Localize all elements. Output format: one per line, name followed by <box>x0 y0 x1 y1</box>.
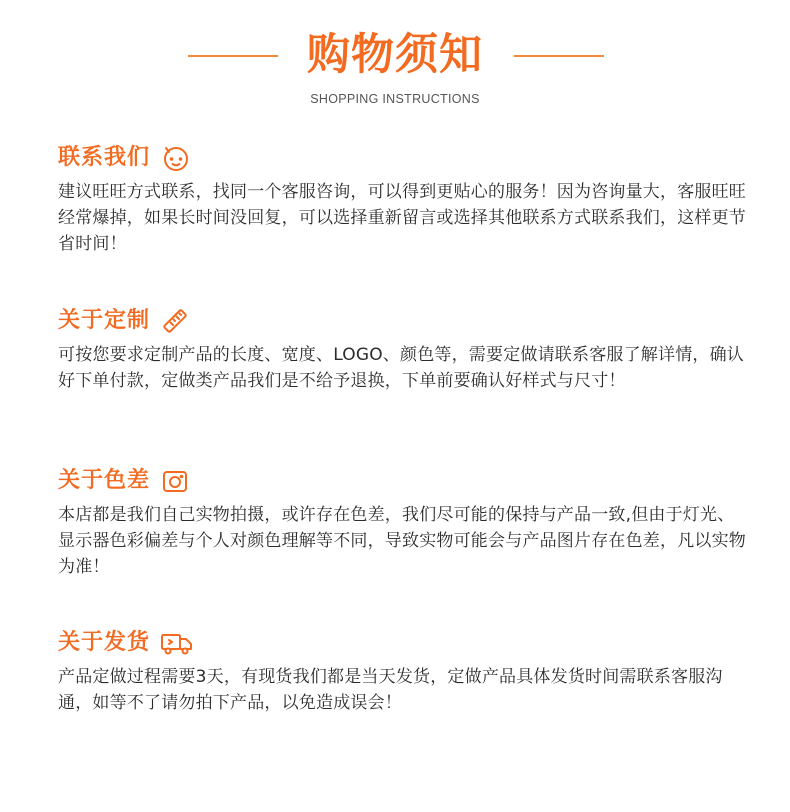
section-body: 建议旺旺方式联系，找同一个客服咨询，可以得到更贴心的服务！因为咨询量大，客服旺旺经常爆掉，如果长时间没回复，可以选择重新留言或选择其他联系方式联系我们，这样更节省时间！ <box>58 182 746 254</box>
section-customization <box>58 304 748 394</box>
page-subtitle: SHOPPING INSTRUCTIONS <box>310 92 480 106</box>
title-divider-right <box>514 55 604 57</box>
delivery-truck-icon <box>160 628 194 658</box>
section-color-difference <box>58 464 748 580</box>
section-title: 联系我们 <box>58 145 151 170</box>
section-shipping <box>58 626 748 716</box>
smiley-chat-icon <box>160 143 190 173</box>
page-header <box>0 22 790 122</box>
section-title: 关于定制 <box>58 308 151 333</box>
page-title: 购物须知 <box>307 30 483 80</box>
section-body: 本店都是我们自己实物拍摄，或许存在色差，我们尽可能的保持与产品一致,但由于灯光、显示器色彩偏差与个人对颜色理解等不同，导致实物可能会与产品图片存在色差，凡以实物为准！ <box>58 505 746 577</box>
camera-icon <box>160 466 190 496</box>
section-title: 关于发货 <box>58 630 151 655</box>
section-title: 关于色差 <box>58 468 151 493</box>
section-contact-us <box>58 141 748 257</box>
section-body: 可按您要求定制产品的长度、宽度、LOGO、颜色等，需要定做请联系客服了解详情，确认好下单付款，定做类产品我们是不给予退换，下单前要确认好样式与尺寸！ <box>58 345 744 391</box>
section-body: 产品定做过程需要3天，有现货我们都是当天发货，定做产品具体发货时间需联系客服沟通，如等不了请勿拍下产品，以免造成误会！ <box>58 667 723 713</box>
ruler-icon <box>160 306 190 336</box>
